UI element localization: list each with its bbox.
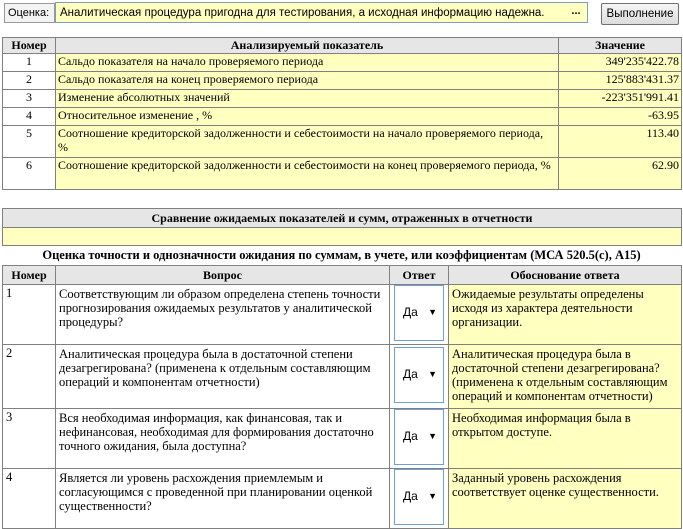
indicator-value[interactable]: 62.90	[559, 158, 682, 190]
indicator-name[interactable]: Изменение абсолютных значений	[56, 90, 559, 108]
ellipsis-button[interactable]: ...	[571, 5, 581, 17]
answer-basis[interactable]: Необходимая информация была в открытом доступе.	[449, 409, 682, 469]
answer-select[interactable]	[394, 347, 444, 403]
row-number: 1	[3, 285, 56, 345]
row-number: 4	[3, 469, 56, 529]
answer-value: Да	[403, 489, 418, 503]
answer-basis[interactable]: Заданный уровень расхождения соответствует оценке существенности.	[449, 469, 682, 529]
answer-value: Да	[403, 429, 418, 443]
dropdown-arrow-icon: ▼	[428, 491, 437, 501]
table-row	[3, 90, 682, 108]
top-bar	[0, 0, 683, 28]
answer-select[interactable]	[394, 409, 444, 465]
row-number: 4	[3, 108, 56, 126]
table-row	[3, 126, 682, 158]
indicator-name[interactable]: Соотношение кредиторской задолженности и себестоимости на начало проверяемого периода, %	[56, 126, 559, 158]
col-header-question: Вопрос	[56, 266, 390, 285]
answer-basis[interactable]: Аналитическая процедура была в достаточной степени дезагрегирована? (применена к отдельным составляющим операций и компонентам отчетности)	[449, 345, 682, 409]
indicator-value[interactable]: 125'883'431.37	[559, 72, 682, 90]
table-row	[3, 285, 682, 345]
row-number: 3	[3, 90, 56, 108]
table-row	[3, 409, 682, 469]
answer-cell	[390, 285, 449, 345]
indicator-value[interactable]: 113.40	[559, 126, 682, 158]
row-number: 1	[3, 54, 56, 72]
col-header-answer: Ответ	[390, 266, 449, 285]
questions-table	[2, 265, 682, 529]
answer-value: Да	[403, 367, 418, 381]
indicator-name[interactable]: Сальдо показателя на начало проверяемого периода	[56, 54, 559, 72]
dropdown-arrow-icon: ▼	[428, 431, 437, 441]
col-header-value: Значение	[559, 38, 682, 54]
comparison-title: Сравнение ожидаемых показателей и сумм, отраженных в отчетности	[3, 209, 682, 228]
accuracy-section-title: Оценка точности и однозначности ожидания по суммам, в учете, или коэффициентам (МСА 520.5(с), А15)	[42, 248, 641, 262]
comparison-field[interactable]	[3, 228, 682, 246]
question-text: Является ли уровень расхождения приемлемым и согласующимся с проведенной при планировании оценкой существенности?	[56, 469, 390, 529]
table-row	[3, 54, 682, 72]
answer-cell	[390, 469, 449, 529]
answer-select[interactable]	[394, 469, 444, 525]
col-header-basis: Обоснование ответа	[449, 266, 682, 285]
table-row	[3, 158, 682, 190]
assessment-field[interactable]	[55, 2, 588, 23]
question-text: Аналитическая процедура была в достаточной степени дезагрегирована? (применена к отдельным составляющим операций и компонентам отчетности)	[56, 345, 390, 409]
run-button[interactable]: Выполнение	[601, 3, 679, 25]
table-row	[3, 108, 682, 126]
row-number: 5	[3, 126, 56, 158]
indicator-name[interactable]: Сальдо показателя на конец проверяемого периода	[56, 72, 559, 90]
dropdown-arrow-icon: ▼	[428, 369, 437, 379]
assessment-value: Аналитическая процедура пригодна для тестирования, а исходная информацию надежна.	[60, 7, 545, 19]
table-row	[3, 469, 682, 529]
row-number: 6	[3, 158, 56, 190]
indicator-value[interactable]: -223'351'991.41	[559, 90, 682, 108]
question-text: Вся необходимая информация, как финансовая, так и нефинансовая, необходимая для формирования достаточно точного ожидания, была доступна?	[56, 409, 390, 469]
comparison-table	[2, 208, 682, 246]
answer-value: Да	[403, 305, 418, 319]
indicator-value[interactable]: -63.95	[559, 108, 682, 126]
dropdown-arrow-icon: ▼	[428, 307, 437, 317]
row-number: 3	[3, 409, 56, 469]
table-row	[3, 72, 682, 90]
assessment-label: Оценка:	[4, 3, 55, 23]
indicators-table	[2, 37, 682, 190]
row-number: 2	[3, 72, 56, 90]
answer-cell	[390, 409, 449, 469]
answer-cell	[390, 345, 449, 409]
col-header-indicator: Анализируемый показатель	[56, 38, 559, 54]
row-number: 2	[3, 345, 56, 409]
col-header-number: Номер	[3, 38, 56, 54]
question-text: Соответствующим ли образом определена степень точности прогнозирования ожидаемых результатов у аналитической процедуры?	[56, 285, 390, 345]
col-header-number: Номер	[3, 266, 56, 285]
answer-select[interactable]	[394, 285, 444, 341]
indicator-name[interactable]: Соотношение кредиторской задолженности и себестоимости на конец проверяемого периода, %	[56, 158, 559, 190]
table-row	[3, 345, 682, 409]
answer-basis[interactable]: Ожидаемые результаты определены исходя из характера деятельности организации.	[449, 285, 682, 345]
indicator-name[interactable]: Относительное изменение , %	[56, 108, 559, 126]
indicator-value[interactable]: 349'235'422.78	[559, 54, 682, 72]
